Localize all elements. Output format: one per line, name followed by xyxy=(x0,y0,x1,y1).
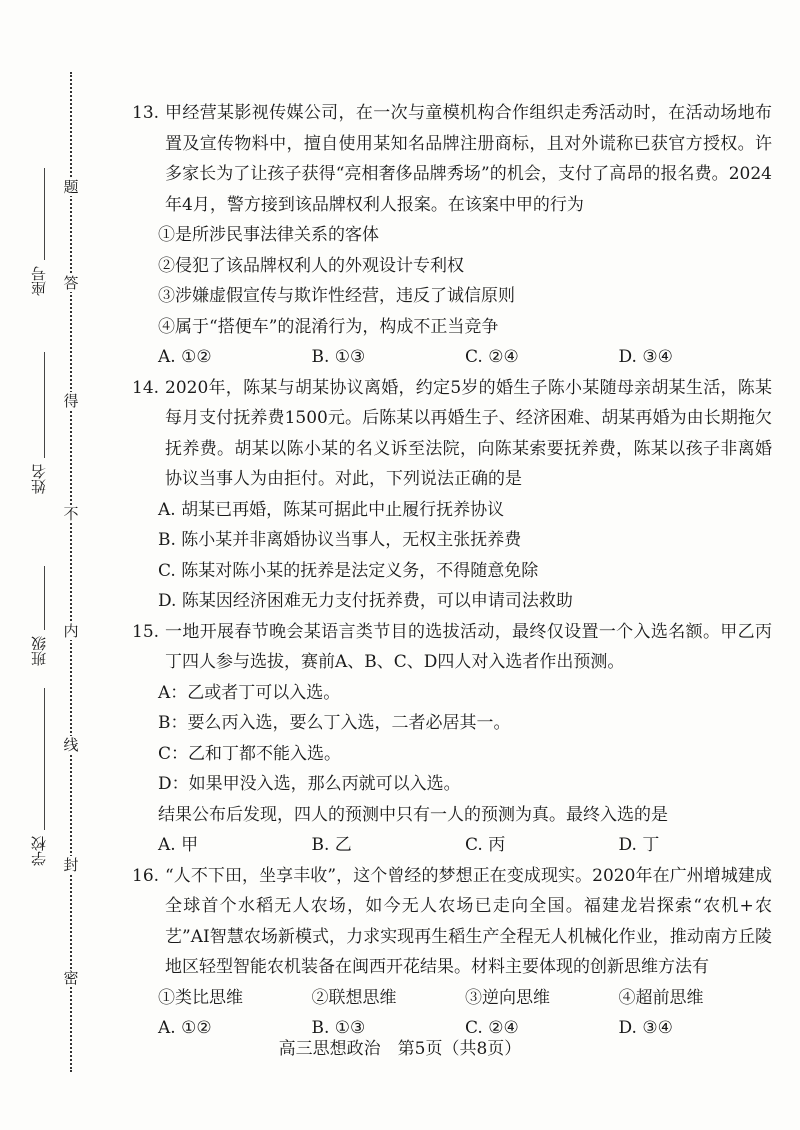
option-d: D. ③④ xyxy=(618,1018,673,1038)
class-line xyxy=(44,566,45,630)
question-13 xyxy=(132,98,772,373)
school-label: 学校 xyxy=(30,836,48,866)
statement-items xyxy=(132,983,772,1014)
prediction-item: C：乙和丁都不能入选。 xyxy=(158,743,342,764)
option-b: B. 陈小某并非离婚协议当事人，无权主张抚养费 xyxy=(158,530,522,550)
school-line xyxy=(44,688,45,830)
answer-options xyxy=(132,830,772,861)
seal-char: 题 xyxy=(63,178,79,196)
question-14 xyxy=(132,373,772,617)
name-line xyxy=(44,352,45,458)
option-c: C. 陈某对陈小某的抚养是法定义务，不得随意免除 xyxy=(158,560,539,581)
question-stem: 甲经营某影视传媒公司，在一次与童模机构合作组织走秀活动时，在活动场地布置及宣传物料中，擅自使用某知名品牌注册商标，且对外谎称已获官方授权。许多家长为了让孩子获得“亮相奢侈品牌秀场”的机会，支付了高昂的报名费。2024年4月，警方接到该品牌权利人报案。在该案中甲的行为 xyxy=(165,103,772,215)
prediction-item: B：要么丙入选，要么丁入选，二者必居其一。 xyxy=(158,713,511,733)
seal-char: 封 xyxy=(63,856,79,874)
name-label: 姓名 xyxy=(30,464,48,494)
option-d: D. 陈某因经济困难无力支付抚养费，可以申请司法救助 xyxy=(158,591,573,611)
question-stem: “人不下田，坐享丰收”，这个曾经的梦想正在变成现实。2020年在广州增城建成全球首个水稻无人农场，如今无人农场已走向全国。福建龙岩探索“农机+农艺”AI智慧农场新模式，力求实现再生稻生产全程无人机械化作业，推动南方丘陵地区轻型智能农机装备在闽西开花结果。材料主要体现的创新思维方法有 xyxy=(165,865,772,977)
seal-char: 不 xyxy=(63,505,79,523)
prediction-item: D：如果甲没入选，那么丙就可以入选。 xyxy=(158,774,461,794)
exam-content xyxy=(132,98,772,1044)
option-d: D. ③④ xyxy=(618,347,673,367)
statement-item: ②联想思维 xyxy=(311,987,397,1008)
statement-item: ③涉嫌虚假宣传与欺诈性经营，违反了诚信原则 xyxy=(158,286,515,306)
statement-item: ③逆向思维 xyxy=(465,987,550,1008)
option-b: B. ①③ xyxy=(311,347,366,367)
question-16 xyxy=(132,861,772,1044)
question-stem: 2020年，陈某与胡某协议离婚，约定5岁的婚生子陈小某随母亲胡某生活，陈某每月支付抚养费1500元。后陈某以再婚生子、经济困难、胡某再婚为由长期拖欠抚养费。胡某以陈小某的名义诉至法院，向陈某索要抚养费，陈某以孩子非离婚协议当事人为由拒付。对此，下列说法正确的是 xyxy=(165,377,772,489)
option-a: A. ①② xyxy=(158,1018,212,1038)
question-number: 15. xyxy=(132,621,160,642)
option-c: C. ②④ xyxy=(465,347,519,367)
question-15 xyxy=(132,617,772,861)
option-c: C. 丙 xyxy=(465,835,506,855)
option-d: D. 丁 xyxy=(618,835,660,855)
seal-char: 内 xyxy=(63,622,79,640)
seat-number-line xyxy=(44,168,45,260)
option-b: B. ①③ xyxy=(311,1018,366,1038)
seat-number-label: 座号 xyxy=(30,266,48,296)
question-number: 14. xyxy=(132,377,160,398)
binding-margin xyxy=(0,0,120,1130)
option-c: C. ②④ xyxy=(465,1018,519,1038)
question-conclusion: 结果公布后发现，四人的预测中只有一人的预测为真。最终入选的是 xyxy=(158,804,668,825)
seal-char: 密 xyxy=(63,969,79,987)
seal-dotted-line xyxy=(70,72,72,1072)
option-a: A. 胡某已再婚，陈某可据此中止履行抚养协议 xyxy=(158,499,505,520)
question-number: 16. xyxy=(132,865,160,886)
page-footer: 高三思想政治 第5页（共8页） xyxy=(278,1039,522,1059)
option-a: A. 甲 xyxy=(158,835,199,855)
question-stem: 一地开展春节晚会某语言类节目的选拔活动，最终仅设置一个入选名额。甲乙丙丁四人参与选拔，赛前A、B、C、D四人对入选者作出预测。 xyxy=(165,621,772,672)
option-b: B. 乙 xyxy=(311,835,352,855)
statement-item: ④属于“搭便车”的混淆行为，构成不正当竞争 xyxy=(158,316,499,337)
statement-item: ②侵犯了该品牌权利人的外观设计专利权 xyxy=(158,255,464,276)
seal-char: 线 xyxy=(63,736,79,754)
statement-item: ①类比思维 xyxy=(158,987,243,1008)
statement-item: ①是所涉民事法律关系的客体 xyxy=(158,225,379,245)
seal-char: 答 xyxy=(63,274,79,292)
class-label: 班级 xyxy=(30,636,48,666)
option-a: A. ①② xyxy=(158,347,212,367)
answer-options xyxy=(132,342,772,373)
statement-item: ④超前思维 xyxy=(618,987,704,1008)
seal-char: 得 xyxy=(63,392,79,410)
prediction-item: A：乙或者丁可以入选。 xyxy=(158,682,341,703)
question-number: 13. xyxy=(132,103,160,123)
